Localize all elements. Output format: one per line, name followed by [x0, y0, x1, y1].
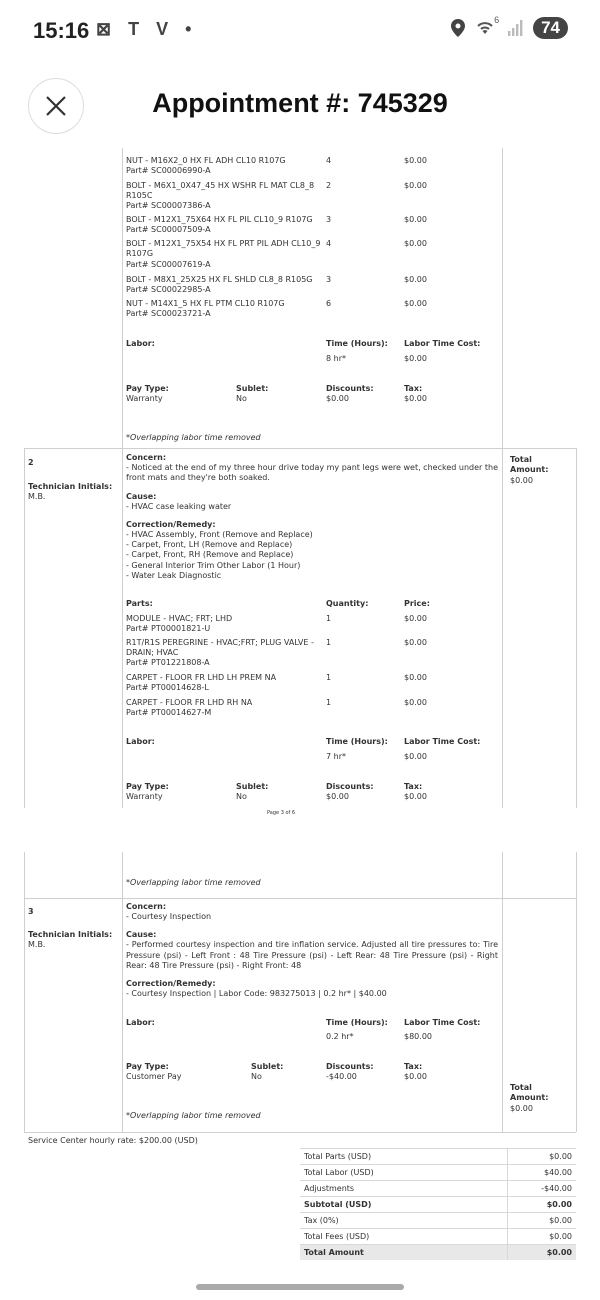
part-number: Part# PT00001821-U — [126, 624, 211, 633]
part-qty: 2 — [326, 181, 332, 190]
pay-type-label: Pay Type: — [126, 782, 169, 791]
totals-row: Total Fees (USD) $0.00 — [300, 1228, 576, 1244]
cause-text: - HVAC case leaking water — [126, 502, 232, 511]
discounts: -$40.00 — [326, 1072, 357, 1081]
discounts: $0.00 — [326, 394, 349, 403]
discounts-label: Discounts: — [326, 1062, 374, 1071]
tech-initials: M.B. — [28, 940, 46, 949]
part-name: BOLT - M12X1_75X54 HX FL PRT PIL ADH CL10_9 — [126, 239, 321, 248]
tech-initials: M.B. — [28, 492, 46, 501]
part-number: Part# PT01221808-A — [126, 658, 210, 667]
tax: $0.00 — [404, 394, 427, 403]
notification-icons: ⊠ T V • — [96, 19, 198, 39]
concern-text: - Noticed at the end of my three hour drive today my pant legs were wet, checked under the front mats and they're both soaked. — [126, 463, 498, 482]
correction-label: Correction/Remedy: — [126, 520, 216, 529]
total-amount-label: Total Amount: — [510, 455, 549, 474]
part-name: BOLT - M12X1_75X64 HX FL PIL CL10_9 R107G — [126, 215, 313, 224]
part-qty: 3 — [326, 215, 332, 224]
labor-cost-label: Labor Time Cost: — [404, 339, 481, 348]
part-price: $0.00 — [404, 275, 427, 284]
status-time: 15:16 — [33, 18, 90, 43]
totals-row: Total Parts (USD) $0.00 — [300, 1148, 576, 1164]
tax-label: Tax: — [404, 384, 423, 393]
tech-label: Technician Initials: — [28, 930, 113, 939]
labor-cost: $0.00 — [404, 354, 427, 363]
pay-type: Customer Pay — [126, 1072, 182, 1081]
part-qty: 6 — [326, 299, 332, 308]
labor-cost-label: Labor Time Cost: — [404, 1018, 481, 1027]
totals-row: Total Amount $0.00 — [300, 1244, 576, 1260]
part-price: $0.00 — [404, 181, 427, 190]
pay-type-label: Pay Type: — [126, 1062, 169, 1071]
total-amount-label: Total Amount: — [510, 1083, 549, 1102]
tax: $0.00 — [404, 792, 427, 801]
totals-row: Total Labor (USD) $40.00 — [300, 1164, 576, 1180]
part-number: Part# SC00006990-A — [126, 166, 211, 175]
sublet-label: Sublet: — [236, 384, 269, 393]
pay-type-label: Pay Type: — [126, 384, 169, 393]
labor-cost-label: Labor Time Cost: — [404, 737, 481, 746]
time-label: Time (Hours): — [326, 737, 388, 746]
battery-level: 74 — [533, 17, 568, 39]
part-name: MODULE - HVAC; FRT; LHD — [126, 614, 233, 623]
part-price: $0.00 — [404, 638, 427, 647]
pay-type: Warranty — [126, 394, 163, 403]
time-label: Time (Hours): — [326, 339, 388, 348]
cause-text: - Performed courtesy inspection and tire inflation service. Adjusted all tire pressures to: Tire Pressure (psi) - Left Front : 48 Tire Pressure (psi) - Left Rear: 48 Tire Pressure (psi) - Right Rear: 48 Tire Pressure (psi) - Right Front: 48 — [126, 940, 498, 970]
part-number: Part# PT00014628-L — [126, 683, 209, 692]
discounts-label: Discounts: — [326, 782, 374, 791]
tax: $0.00 — [404, 1072, 427, 1081]
total-amount: $0.00 — [510, 1104, 533, 1113]
tax-label: Tax: — [404, 1062, 423, 1071]
totals-row: Adjustments -$40.00 — [300, 1180, 576, 1196]
part-price: $0.00 — [404, 156, 427, 165]
part-name: NUT - M14X1_5 HX FL PTM CL10 R107G — [126, 299, 285, 308]
totals-table — [300, 1148, 576, 1260]
parts-label: Parts: — [126, 599, 153, 608]
correction-item: - Water Leak Diagnostic — [126, 571, 222, 580]
discounts: $0.00 — [326, 792, 349, 801]
labor-label: Labor: — [126, 339, 155, 348]
overlap-note: *Overlapping labor time removed — [126, 433, 261, 442]
sublet-label: Sublet: — [251, 1062, 284, 1071]
overlap-note: *Overlapping labor time removed — [126, 878, 261, 887]
section-number: 2 — [28, 458, 34, 467]
part-price: $0.00 — [404, 698, 427, 707]
part-number: Part# SC00007619-A — [126, 260, 211, 269]
part-name-cont: R105C — [126, 191, 153, 200]
labor-time: 8 hr* — [326, 354, 346, 363]
tech-label: Technician Initials: — [28, 482, 113, 491]
part-name: CARPET - FLOOR FR LHD LH PREM NA — [126, 673, 277, 682]
part-price: $0.00 — [404, 614, 427, 623]
sublet: No — [236, 792, 247, 801]
part-qty: 4 — [326, 239, 332, 248]
section-number: 3 — [28, 907, 34, 916]
part-number: Part# SC00022985-A — [126, 285, 211, 294]
labor-cost: $0.00 — [404, 752, 427, 761]
concern-label: Concern: — [126, 902, 167, 911]
part-price: $0.00 — [404, 673, 427, 682]
part-name-cont: DRAIN; HVAC — [126, 648, 179, 657]
part-price: $0.00 — [404, 299, 427, 308]
part-name: R1T/R1S PEREGRINE - HVAC;FRT; PLUG VALVE - — [126, 638, 314, 647]
totals-row: Subtotal (USD) $0.00 — [300, 1196, 576, 1212]
labor-time: 0.2 hr* — [326, 1032, 354, 1041]
pay-type: Warranty — [126, 792, 163, 801]
correction-item: - Carpet, Front, LH (Remove and Replace) — [126, 540, 293, 549]
part-qty: 1 — [326, 698, 332, 707]
price-label: Price: — [404, 599, 430, 608]
labor-label: Labor: — [126, 1018, 155, 1027]
time-label: Time (Hours): — [326, 1018, 388, 1027]
hourly-rate: Service Center hourly rate: $200.00 (USD) — [28, 1136, 198, 1145]
cause-label: Cause: — [126, 930, 157, 939]
correction-item: - General Interior Trim Other Labor (1 Hour) — [126, 561, 301, 570]
part-number: Part# SC00007509-A — [126, 225, 211, 234]
part-number: Part# SC00007386-A — [126, 201, 211, 210]
part-name: BOLT - M8X1_25X25 HX FL SHLD CL8_8 R105G — [126, 275, 313, 284]
labor-time: 7 hr* — [326, 752, 346, 761]
concern-text: - Courtesy Inspection — [126, 912, 212, 921]
correction-item: - HVAC Assembly, Front (Remove and Replace) — [126, 530, 313, 539]
part-qty: 1 — [326, 673, 332, 682]
part-name: NUT - M16X2_0 HX FL ADH CL10 R107G — [126, 156, 286, 165]
correction-item: - Courtesy Inspection | Labor Code: 983275013 | 0.2 hr* | $40.00 — [126, 989, 387, 998]
home-indicator[interactable] — [196, 1284, 404, 1290]
totals-row: Tax (0%) $0.00 — [300, 1212, 576, 1228]
sublet: No — [236, 394, 247, 403]
discounts-label: Discounts: — [326, 384, 374, 393]
quantity-label: Quantity: — [326, 599, 369, 608]
part-name: BOLT - M6X1_0X47_45 HX WSHR FL MAT CL8_8 — [126, 181, 315, 190]
correction-item: - Carpet, Front, RH (Remove and Replace) — [126, 550, 294, 559]
tax-label: Tax: — [404, 782, 423, 791]
part-qty: 4 — [326, 156, 332, 165]
part-price: $0.00 — [404, 215, 427, 224]
wifi-label: 6 — [494, 15, 500, 25]
overlap-note: *Overlapping labor time removed — [126, 1111, 261, 1120]
part-number: Part# SC00023721-A — [126, 309, 211, 318]
labor-cost: $80.00 — [404, 1032, 432, 1041]
part-name-cont: R107G — [126, 249, 154, 258]
sublet-label: Sublet: — [236, 782, 269, 791]
correction-label: Correction/Remedy: — [126, 979, 216, 988]
page-title: Appointment #: 745329 — [152, 88, 448, 118]
total-amount: $0.00 — [510, 476, 533, 485]
part-number: Part# PT00014627-M — [126, 708, 212, 717]
part-qty: 1 — [326, 638, 332, 647]
cause-label: Cause: — [126, 492, 157, 501]
concern-label: Concern: — [126, 453, 167, 462]
part-price: $0.00 — [404, 239, 427, 248]
page-number: Page 3 of 6 — [267, 810, 296, 816]
part-qty: 3 — [326, 275, 332, 284]
part-name: CARPET - FLOOR FR LHD RH NA — [126, 698, 253, 707]
sublet: No — [251, 1072, 262, 1081]
labor-label: Labor: — [126, 737, 155, 746]
part-qty: 1 — [326, 614, 332, 623]
